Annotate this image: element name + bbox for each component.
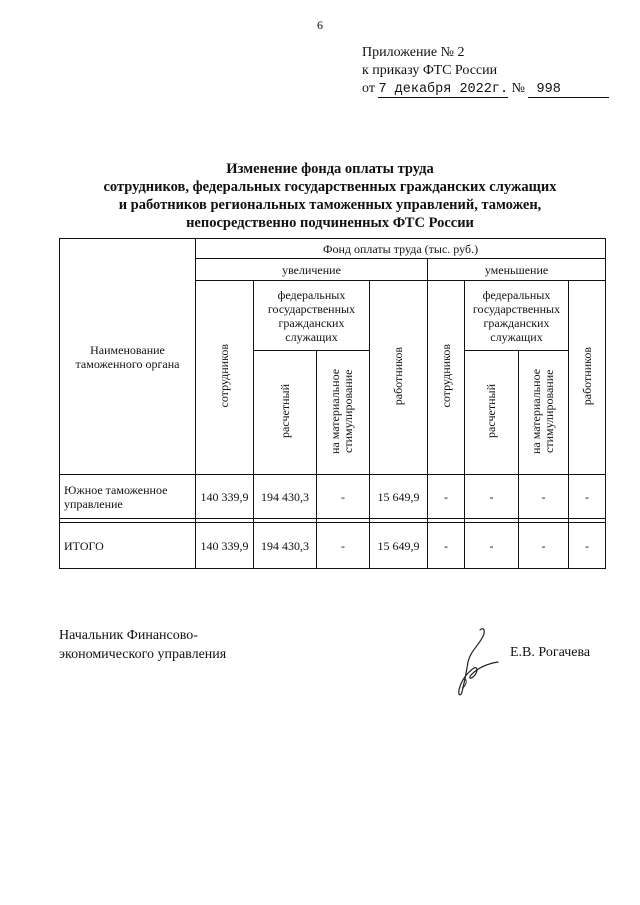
appendix-date-line: [362, 80, 609, 99]
document-title: [50, 160, 610, 232]
signer-position-line-1: Начальник Финансово-: [59, 628, 198, 643]
table-cell: -: [519, 475, 569, 519]
title-line-2: сотрудников, федеральных государственных гражданских служащих: [103, 179, 557, 195]
header-inc-civil-servants: федеральных государственных гражданских служащих: [254, 281, 370, 351]
signer-position-line-2: экономического управления: [59, 647, 227, 662]
header-dec-workers: [569, 281, 606, 475]
date-prefix: от: [362, 81, 375, 96]
header-dec-calculated-text: расчетный: [484, 384, 498, 438]
order-number: [528, 82, 609, 98]
table-cell: -: [519, 523, 569, 569]
title-line-3: и работников региональных таможенных управлений, таможен,: [118, 197, 542, 213]
table-cell: 140 339,9: [196, 523, 254, 569]
header-inc-employees: [196, 281, 254, 475]
table-row: [60, 523, 606, 569]
page-number: 6: [317, 18, 323, 32]
row-total-name: ИТОГО: [60, 523, 196, 569]
header-dec-civil-servants: федеральных государственных гражданских служащих: [465, 281, 569, 351]
header-decrease: уменьшение: [428, 259, 606, 281]
header-inc-incentives: [317, 351, 370, 475]
table-cell: -: [569, 475, 606, 519]
signer-name: Е.В. Рогачева: [510, 645, 591, 660]
appendix-reference: [362, 44, 609, 99]
header-dec-workers-text: работников: [579, 346, 594, 406]
header-inc-employees-text: сотрудников: [217, 344, 231, 408]
table-cell: 194 430,3: [254, 523, 317, 569]
table-cell: -: [465, 475, 519, 519]
header-inc-incentives-text: на материальное стимулирование: [328, 368, 355, 454]
table-cell: 15 649,9: [370, 523, 428, 569]
handwritten-signature: [440, 622, 500, 702]
header-dec-incentives-text: на материальное стимулирование: [528, 368, 556, 454]
header-org-name: Наименование таможенного органа: [60, 239, 196, 475]
title-line-1: Изменение фонда оплаты труда: [226, 161, 434, 177]
signer-position: [59, 626, 226, 664]
table-cell: -: [317, 475, 370, 519]
table-cell: -: [317, 523, 370, 569]
table-cell: 194 430,3: [254, 475, 317, 519]
row-org-name: Южное таможенное управление: [60, 475, 196, 519]
header-inc-calculated: [254, 351, 317, 475]
number-sign: №: [511, 81, 525, 96]
header-inc-workers-text: работников: [391, 346, 405, 406]
header-dec-incentives: [519, 351, 569, 475]
title-line-4: непосредственно подчиненных ФТС России: [186, 215, 474, 231]
table-cell: -: [569, 523, 606, 569]
table-cell: -: [465, 523, 519, 569]
header-dec-employees-text: сотрудников: [438, 344, 453, 408]
header-dec-calculated: [465, 351, 519, 475]
header-dec-employees: [428, 281, 465, 475]
order-date: 7 декабря 2022г.: [378, 82, 509, 97]
appendix-line-1: Приложение № 2: [362, 45, 465, 60]
table-cell: 140 339,9: [196, 475, 254, 519]
header-fund: Фонд оплаты труда (тыс. руб.): [196, 239, 606, 259]
table-cell: -: [428, 523, 465, 569]
header-inc-calculated-text: расчетный: [277, 384, 292, 438]
order-number-value: 998: [536, 82, 561, 97]
payroll-table: [59, 238, 606, 569]
appendix-line-2: к приказу ФТС России: [362, 63, 498, 78]
table-row: [60, 475, 606, 519]
table-cell: -: [428, 475, 465, 519]
header-inc-workers: [370, 281, 428, 475]
table-cell: 15 649,9: [370, 475, 428, 519]
header-increase: увеличение: [196, 259, 428, 281]
